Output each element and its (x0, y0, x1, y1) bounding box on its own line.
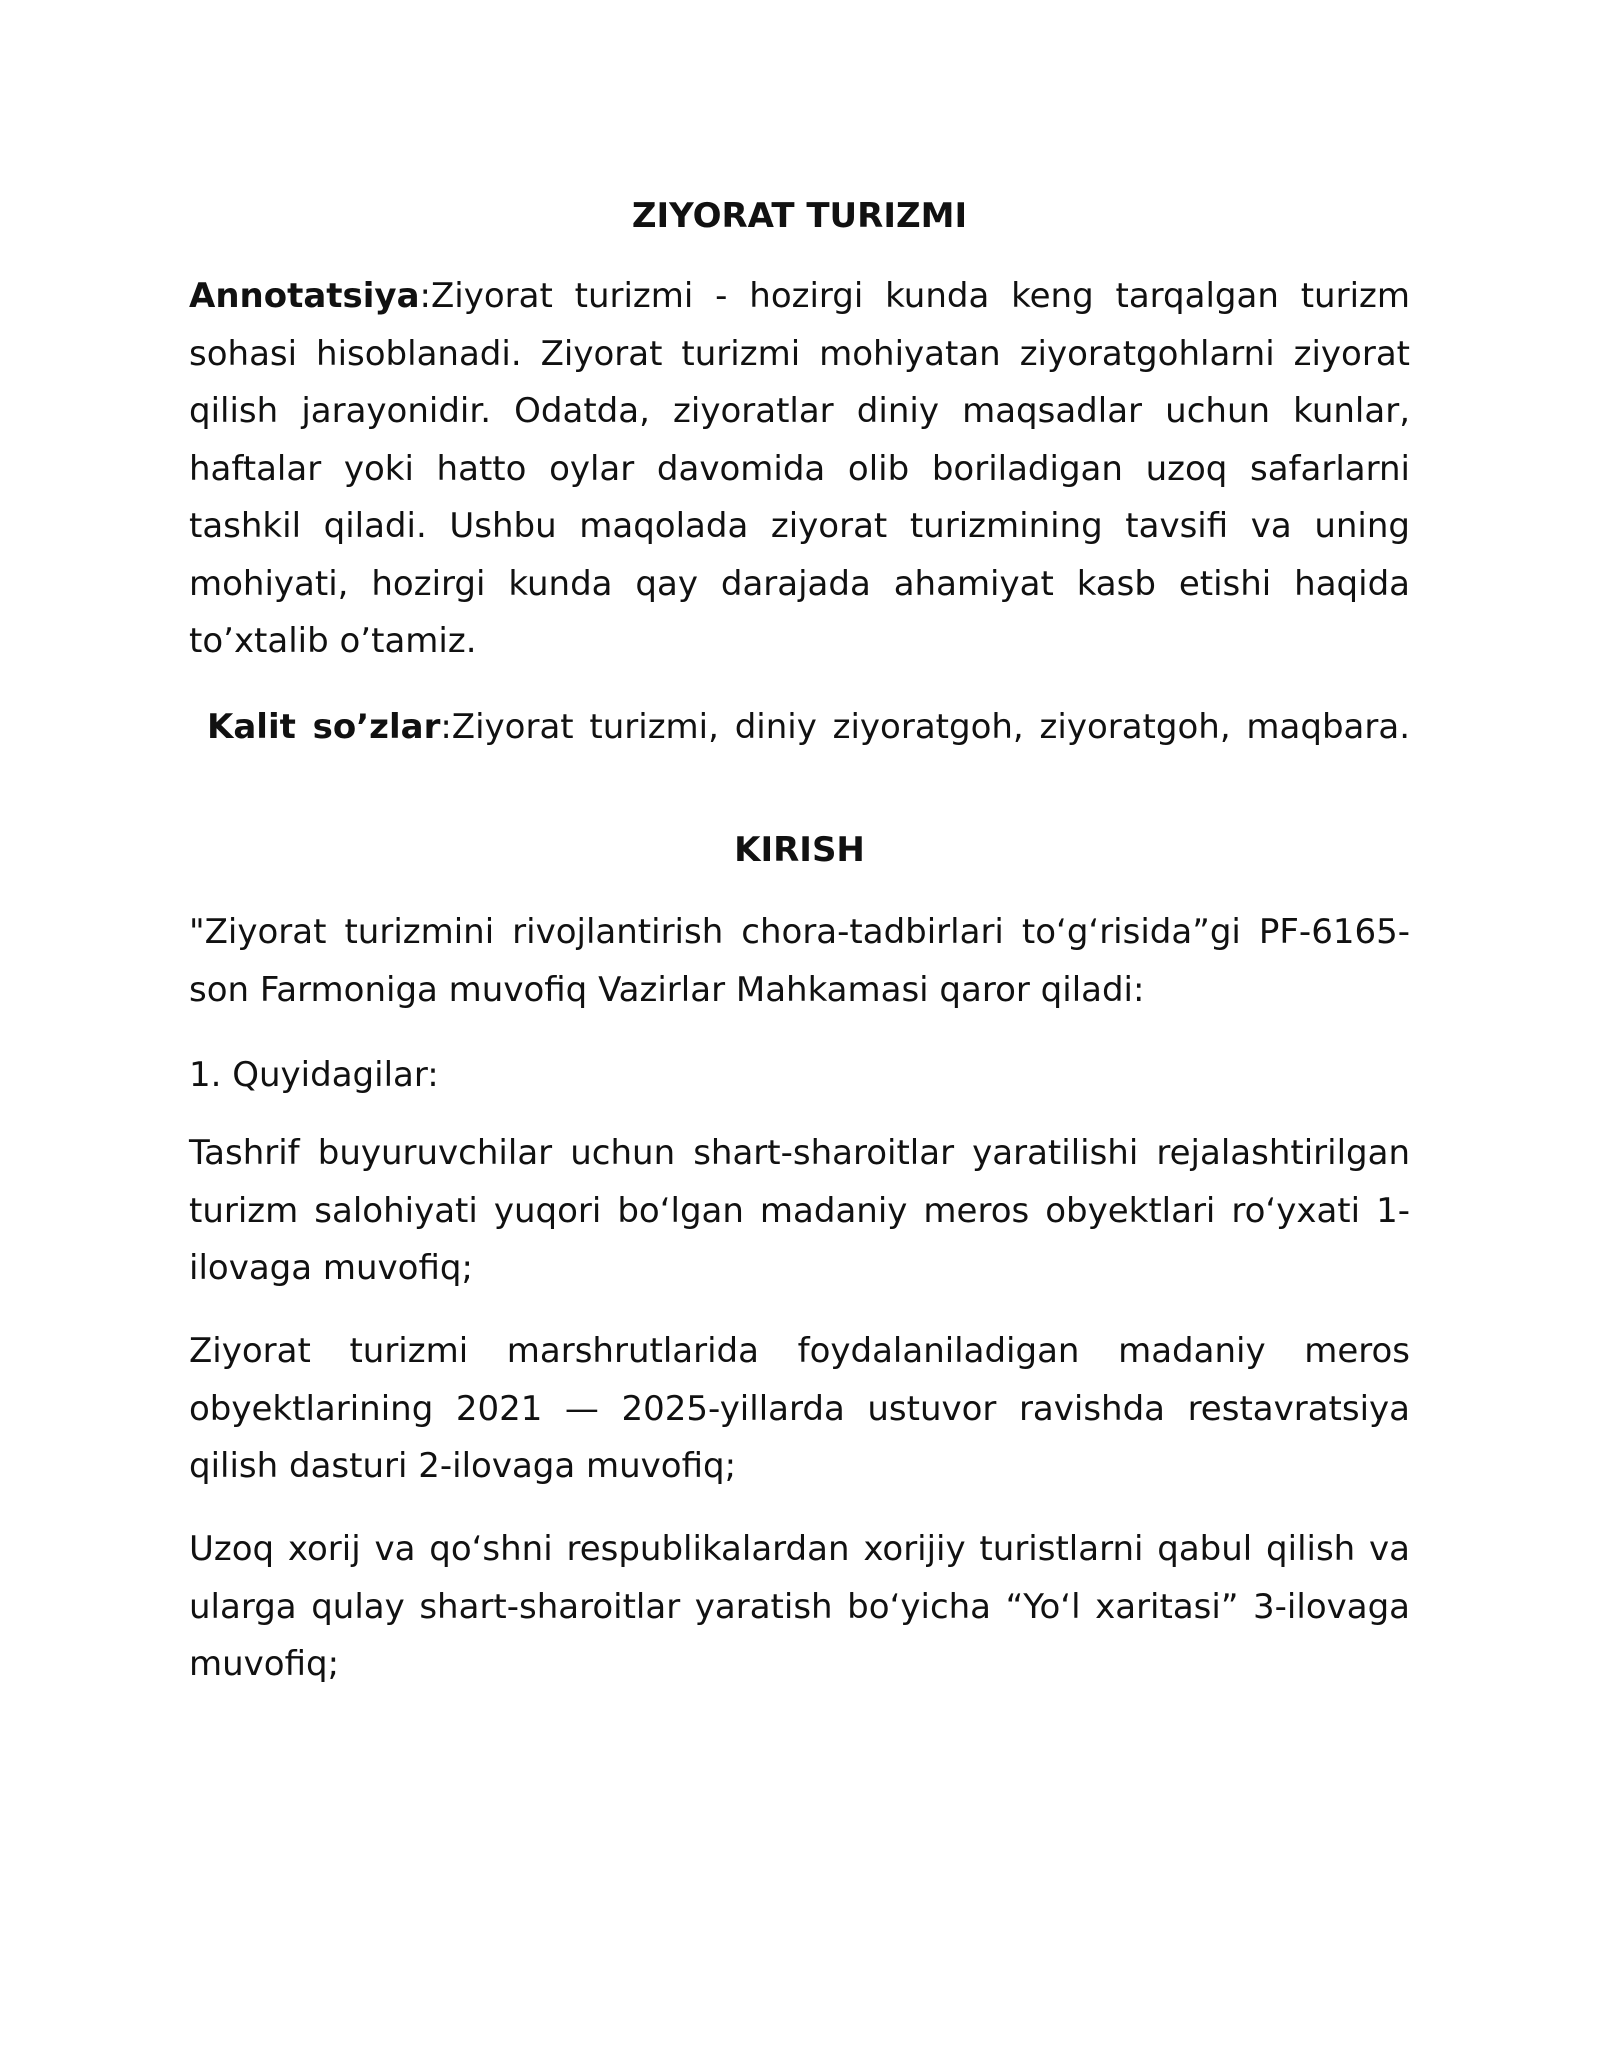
document-title: ZIYORAT TURIZMI (631, 196, 968, 236)
intro-heading: KIRISH (734, 830, 865, 870)
abstract-paragraph (189, 268, 1410, 671)
body-paragraph-appendix-2: Ziyorat turizmi marshrutlarida foydalaniladigan madaniy meros obyektlarining 2021 — 2025-yillarda ustuvor ravishda restavratsiya qilish dasturi 2-ilovaga muvofiq; (189, 1331, 1410, 1486)
keywords-text: :Ziyorat turizmi, diniy ziyoratgoh, ziyoratgoh, maqbara. (440, 707, 1410, 747)
body-paragraph-appendix-3: Uzoq xorij va qo‘shni respublikalardan xorijiy turistlarni qabul qilish va ularga qulay shart-sharoitlar yaratish bo‘yicha “Yo‘l xaritasi” 3-ilovaga muvofiq; (189, 1529, 1410, 1684)
body-paragraph-appendix-1: Tashrif buyuruvchilar uchun shart-sharoitlar yaratilishi rejalashtirilgan turizm salohiyati yuqori bo‘lgan madaniy meros obyektlari ro‘yxati 1-ilovaga muvofiq; (189, 1133, 1410, 1288)
body-paragraph-list-start: 1. Quyidagilar: (189, 1055, 439, 1095)
keywords-paragraph (189, 699, 1410, 757)
keywords-label: Kalit so’zlar (207, 707, 441, 747)
abstract-text: :Ziyorat turizmi - hozirgi kunda keng tarqalgan turizm sohasi hisoblanadi. Ziyorat turizmi mohiyatan ziyoratgohlarni ziyorat qilish jarayonidir. Odatda, ziyoratlar diniy maqsadlar uchun kunlar, haftalar yoki hatto oylar davomida olib boriladigan uzoq safarlarni tashkil qiladi. Ushbu maqolada ziyorat turizmining tavsifi va uning mohiyati, hozirgi kunda qay darajada ahamiyat kasb etishi haqida to’xtalib o’tamiz. (189, 276, 1410, 661)
body-paragraph-decree: "Ziyorat turizmini rivojlantirish chora-tadbirlari to‘g‘risida”gi PF-6165-son Farmoniga muvofiq Vazirlar Mahkamasi qaror qiladi: (189, 912, 1410, 1010)
abstract-label: Annotatsiya (189, 276, 420, 316)
